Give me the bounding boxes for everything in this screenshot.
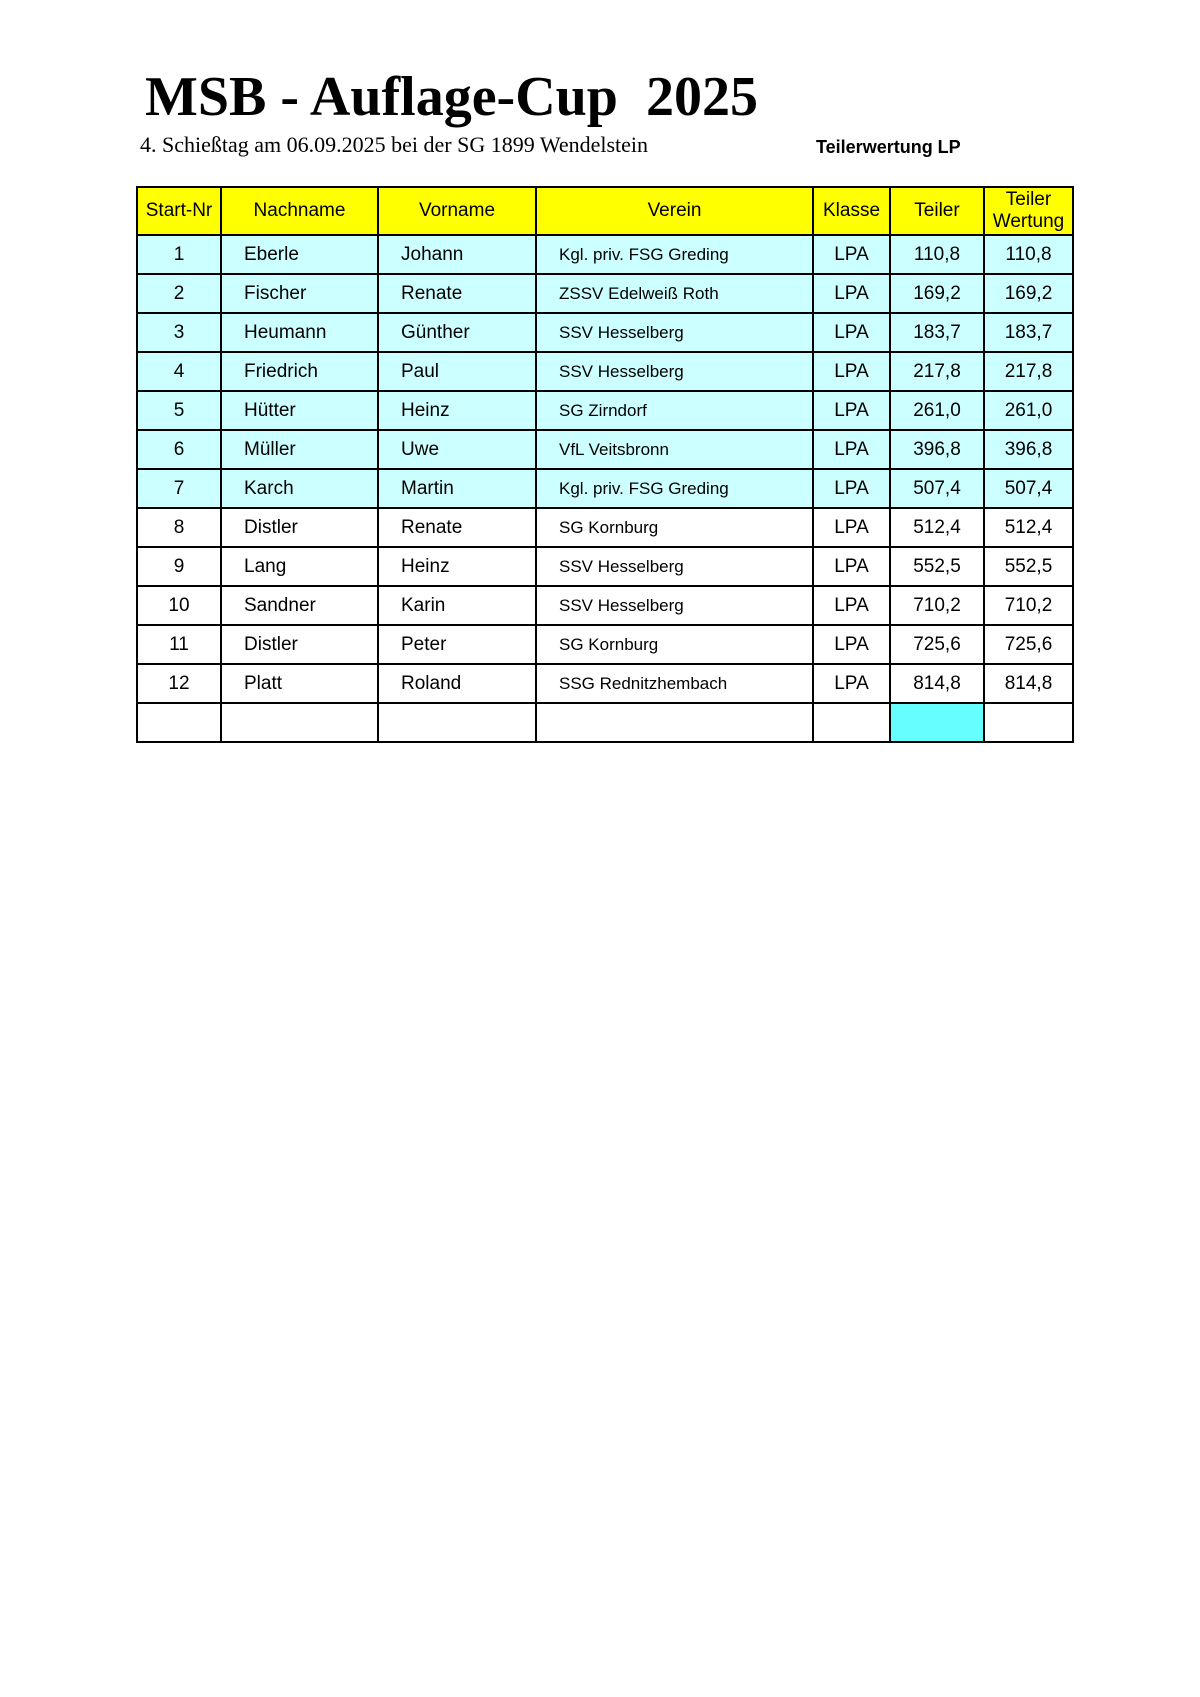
cell-teiler: 261,0 [890,391,984,430]
col-header-teiler-wertung [984,187,1073,235]
cell-verein: Kgl. priv. FSG Greding [536,235,813,274]
cell-start-nr: 10 [137,586,221,625]
cell-nachname: Müller [221,430,378,469]
cell-start-nr: 8 [137,508,221,547]
cell-verein: SG Kornburg [536,625,813,664]
table-row [137,625,1073,664]
results-table [136,186,1074,743]
cell-teiler-wertung: 169,2 [984,274,1073,313]
cell-nachname: Hütter [221,391,378,430]
cell-teiler: 169,2 [890,274,984,313]
cell-start-nr-empty [137,703,221,742]
cell-nachname: Lang [221,547,378,586]
cell-vorname: Renate [378,508,536,547]
cell-klasse: LPA [813,664,890,703]
cell-start-nr: 11 [137,625,221,664]
cell-nachname: Eberle [221,235,378,274]
cell-nachname: Platt [221,664,378,703]
col-header-start-nr: Start-Nr [137,187,221,235]
cell-start-nr: 1 [137,235,221,274]
category-label: Teilerwertung LP [816,137,961,157]
cell-verein: SSV Hesselberg [536,352,813,391]
cell-klasse: LPA [813,625,890,664]
cell-klasse: LPA [813,547,890,586]
cell-klasse: LPA [813,508,890,547]
col-header-verein: Verein [536,187,813,235]
table-row [137,391,1073,430]
cell-vorname: Uwe [378,430,536,469]
cell-teiler-wertung-empty [984,703,1073,742]
cell-nachname-empty [221,703,378,742]
col-header-teiler-wertung-line2: Wertung [992,211,1065,232]
cell-teiler-wertung: 507,4 [984,469,1073,508]
cell-teiler-wertung: 110,8 [984,235,1073,274]
cell-teiler: 814,8 [890,664,984,703]
cell-vorname: Heinz [378,547,536,586]
cell-vorname: Heinz [378,391,536,430]
cell-nachname: Distler [221,625,378,664]
table-row [137,508,1073,547]
cell-teiler-empty [890,703,984,742]
col-header-teiler-wertung-line1: Teiler [1005,189,1052,210]
table-header-row [137,187,1073,235]
cell-klasse: LPA [813,274,890,313]
col-header-teiler: Teiler [890,187,984,235]
cell-verein: SG Zirndorf [536,391,813,430]
cell-start-nr: 12 [137,664,221,703]
cell-teiler-wertung: 552,5 [984,547,1073,586]
col-header-vorname: Vorname [378,187,536,235]
cell-klasse: LPA [813,430,890,469]
cell-teiler: 725,6 [890,625,984,664]
cell-klasse-empty [813,703,890,742]
page-title: MSB - Auflage-Cup 2025 [145,66,758,128]
cell-klasse: LPA [813,469,890,508]
cell-verein: SSV Hesselberg [536,586,813,625]
cell-start-nr: 9 [137,547,221,586]
cell-teiler-wertung: 183,7 [984,313,1073,352]
table-row [137,274,1073,313]
cell-teiler: 507,4 [890,469,984,508]
cell-teiler: 183,7 [890,313,984,352]
cell-start-nr: 7 [137,469,221,508]
table-row [137,352,1073,391]
cell-verein: VfL Veitsbronn [536,430,813,469]
event-subtitle: 4. Schießtag am 06.09.2025 bei der SG 1899 Wendelstein [140,132,649,157]
cell-vorname: Martin [378,469,536,508]
table-row [137,313,1073,352]
cell-start-nr: 2 [137,274,221,313]
cell-vorname: Renate [378,274,536,313]
cell-vorname: Karin [378,586,536,625]
table-row [137,547,1073,586]
table-row-empty [137,703,1073,742]
table-row [137,586,1073,625]
cell-start-nr: 3 [137,313,221,352]
cell-nachname: Sandner [221,586,378,625]
cell-verein-empty [536,703,813,742]
cell-vorname: Peter [378,625,536,664]
cell-verein: SSG Rednitzhembach [536,664,813,703]
col-header-nachname: Nachname [221,187,378,235]
cell-vorname: Johann [378,235,536,274]
cell-teiler: 217,8 [890,352,984,391]
cell-teiler: 512,4 [890,508,984,547]
cell-vorname: Paul [378,352,536,391]
table-row [137,664,1073,703]
cell-klasse: LPA [813,313,890,352]
table-row [137,430,1073,469]
cell-teiler: 710,2 [890,586,984,625]
cell-teiler-wertung: 814,8 [984,664,1073,703]
cell-nachname: Heumann [221,313,378,352]
cell-teiler-wertung: 710,2 [984,586,1073,625]
cell-verein: Kgl. priv. FSG Greding [536,469,813,508]
cell-nachname: Friedrich [221,352,378,391]
cell-klasse: LPA [813,235,890,274]
cell-vorname-empty [378,703,536,742]
cell-teiler-wertung: 217,8 [984,352,1073,391]
cell-klasse: LPA [813,352,890,391]
results-body [137,235,1073,742]
cell-verein: SSV Hesselberg [536,313,813,352]
cell-klasse: LPA [813,391,890,430]
cell-vorname: Roland [378,664,536,703]
cell-teiler-wertung: 396,8 [984,430,1073,469]
table-row [137,469,1073,508]
cell-teiler: 552,5 [890,547,984,586]
cell-teiler: 396,8 [890,430,984,469]
cell-nachname: Karch [221,469,378,508]
table-row [137,235,1073,274]
cell-start-nr: 6 [137,430,221,469]
cell-verein: SSV Hesselberg [536,547,813,586]
cell-vorname: Günther [378,313,536,352]
cell-verein: SG Kornburg [536,508,813,547]
cell-teiler: 110,8 [890,235,984,274]
cell-verein: ZSSV Edelweiß Roth [536,274,813,313]
cell-teiler-wertung: 261,0 [984,391,1073,430]
cell-teiler-wertung: 512,4 [984,508,1073,547]
cell-nachname: Distler [221,508,378,547]
col-header-klasse: Klasse [813,187,890,235]
cell-teiler-wertung: 725,6 [984,625,1073,664]
cell-klasse: LPA [813,586,890,625]
cell-start-nr: 4 [137,352,221,391]
cell-nachname: Fischer [221,274,378,313]
cell-start-nr: 5 [137,391,221,430]
